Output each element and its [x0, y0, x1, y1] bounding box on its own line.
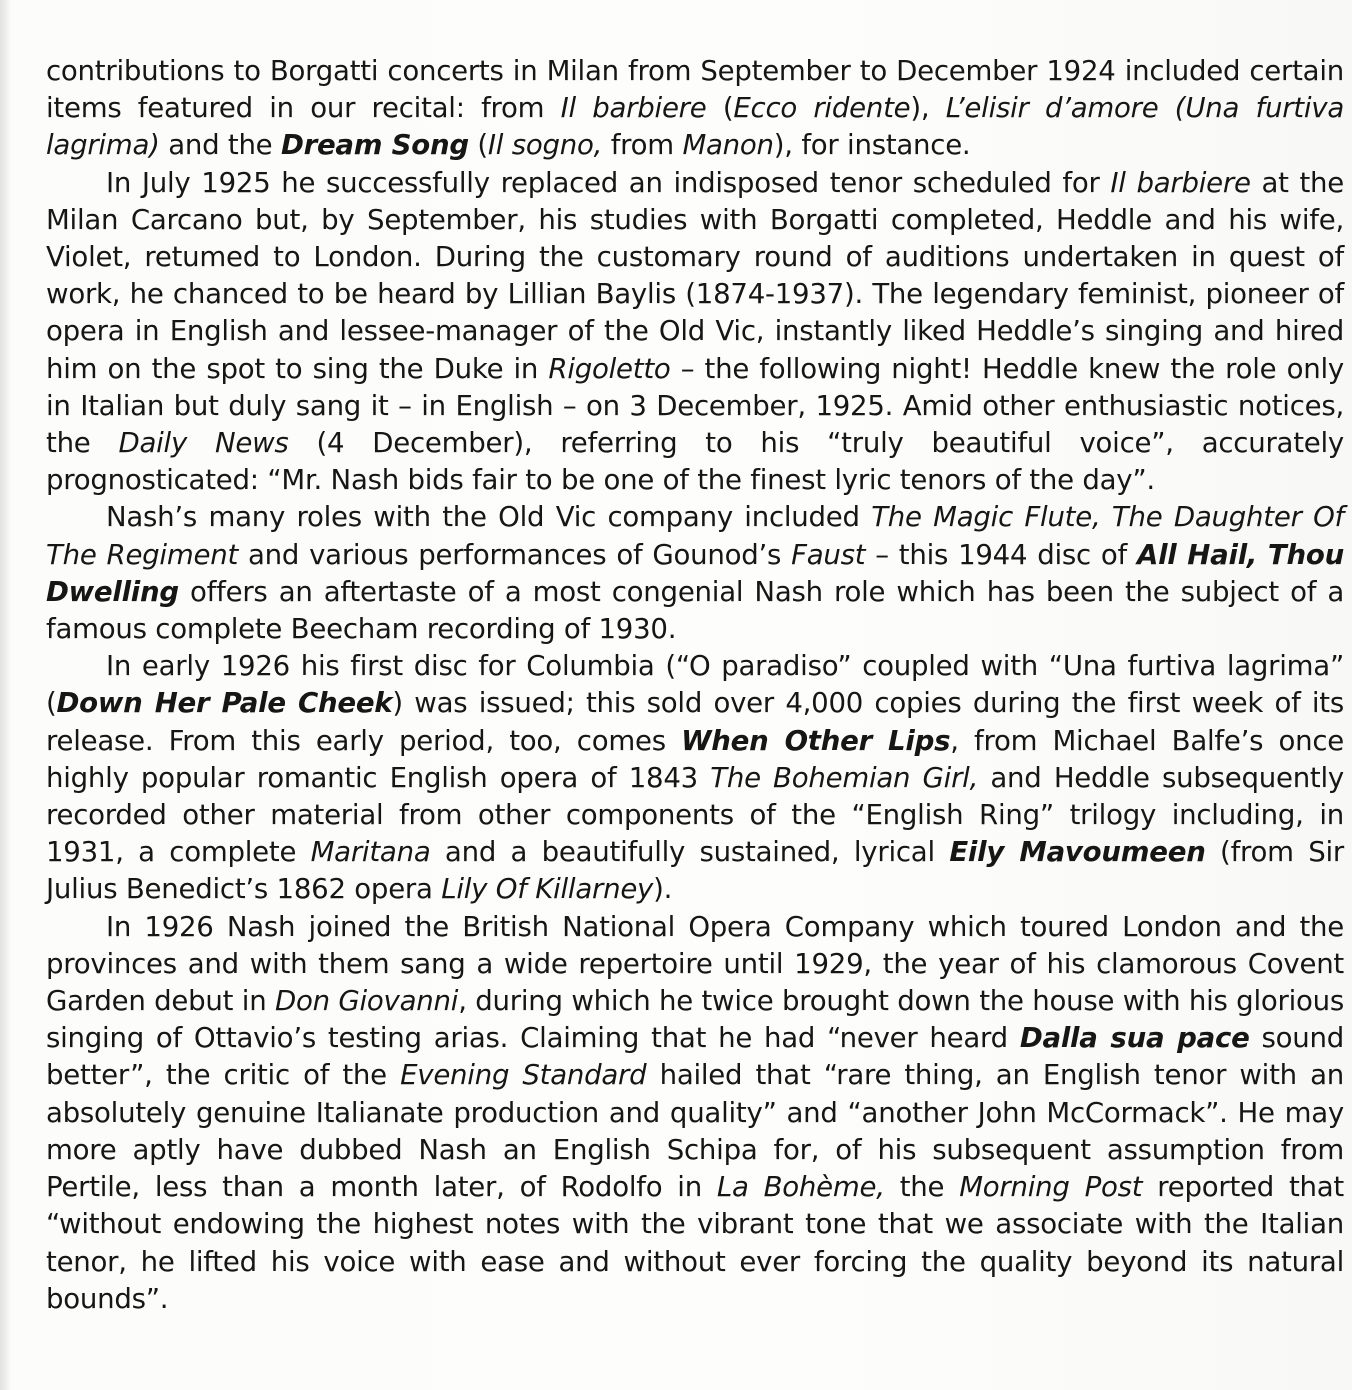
italic-title: Don Giovanni [274, 984, 459, 1018]
italic-title: Faust [791, 537, 866, 571]
italic-title: Ecco ridente [733, 91, 911, 125]
italic-title: Daily News [118, 426, 289, 460]
body-text: In early 1926 his first disc for Columbia (“O paradiso” coupled with “Una furtiva lagrima” ( [46, 649, 1344, 720]
body-text: from [602, 128, 683, 162]
body-text: ( [706, 91, 734, 125]
body-text: contributions to Borgatti concerts in Milan from September to December 1924 included certain items featured in our recital: from [46, 54, 1344, 125]
italic-title: Morning Post [959, 1170, 1143, 1204]
body-text: reported that “without endowing the highest notes with the vibrant tone that we associate with the Italian tenor, he lifted his voice with ease and without ever forcing the quality beyond its natural bounds”. [46, 1170, 1344, 1315]
featured-song-title: When Other Lips [681, 723, 951, 757]
body-text: offers an aftertaste of a most congenial Nash role which has been the subject of a famous complete Beecham recording of 1930. [46, 574, 1344, 646]
article-body [46, 52, 1344, 1317]
italic-title: Lily Of Killarney [441, 872, 654, 906]
italic-title: L’elisir d’amore (Una furtiva lagrima) [46, 91, 1345, 162]
body-text: and a beautifully sustained, lyrical [430, 835, 950, 869]
paragraph-1 [46, 52, 1344, 164]
body-text: ), for instance. [773, 128, 971, 162]
featured-song-title: Dream Song [280, 128, 469, 162]
body-text: ) was issued; this sold over 4,000 copies during the first week of its release. From this early period, too, comes [46, 686, 1344, 757]
italic-title: The Magic Flute, The Daughter Of The Regiment [46, 500, 1344, 571]
page-edge-shadow [0, 0, 10, 1390]
body-text: In July 1925 he successfully replaced an indisposed tenor scheduled for [106, 165, 1111, 199]
featured-song-title: Down Her Pale Cheek [56, 686, 393, 720]
body-text: – the following night! Heddle knew the role only in Italian but duly sang it – in English – on 3 December, 1925. Amid other enthusiastic notices, the [46, 351, 1344, 460]
body-text: (4 December), referring to his “truly beautiful voice”, accurately prognosticated: “Mr. Nash bids fair to be one of the finest lyric tenors of the day”. [46, 426, 1345, 497]
italic-title: Il barbiere [1110, 165, 1251, 199]
featured-song-title: Dalla sua pace [1019, 1021, 1250, 1055]
body-text: and the [159, 128, 281, 162]
italic-title: Il sogno, [487, 128, 603, 162]
body-text: the [884, 1170, 960, 1204]
italic-title: Il barbiere [560, 91, 707, 125]
body-text: , from Michael Balfe’s once highly popular romantic English opera of 1843 [46, 723, 1344, 794]
body-text: sound better”, the critic of the [46, 1021, 1344, 1092]
italic-title: Manon [682, 128, 774, 162]
body-text: – this 1944 disc of [865, 537, 1137, 571]
italic-title: Evening Standard [400, 1058, 647, 1092]
body-text: ( [468, 128, 488, 162]
italic-title: Maritana [310, 835, 431, 869]
body-text: Nash’s many roles with the Old Vic company included [106, 500, 872, 534]
featured-song-title: Eily Mavoumeen [949, 835, 1206, 869]
body-text: hailed that “rare thing, an English tenor with an absolutely genuine Italianate production and quality” and “another John McCormack”. He may more aptly have dubbed Nash an English Schipa for, of his subsequent assumption from Pertile, less than a month later, of Rodolfo in [46, 1058, 1344, 1204]
body-text: and Heddle subsequently recorded other material from other components of the “English Ring” trilogy including, in 1931, a complete [46, 760, 1344, 869]
body-text: , during which he twice brought down the house with his glorious singing of Ottavio’s testing arias. Claiming that he had “never heard [46, 984, 1344, 1055]
italic-title: The Bohemian Girl, [710, 760, 979, 794]
body-text: ), [910, 91, 946, 125]
body-text: at the Milan Carcano but, by September, his studies with Borgatti completed, Heddle and his wife, Violet, retumed to London. During the customary round of auditions undertaken in quest of work, he chanced to be heard by Lillian Baylis (1874-1937). The legendary feminist, pioneer of opera in English and lessee-manager of the Old Vic, instantly liked Heddle’s singing and hired him on the spot to sing the Duke in [46, 165, 1345, 385]
paragraph-2 [46, 164, 1344, 499]
featured-song-title: All Hail, Thou Dwelling [46, 537, 1344, 608]
paragraph-5 [46, 908, 1344, 1317]
body-text: (from Sir Julius Benedict’s 1862 opera [46, 835, 1344, 906]
body-text: In 1926 Nash joined the British National Opera Company which toured London and the provinces and with them sang a wide repertoire until 1929, the year of his clamorous Covent Garden debut in [46, 909, 1344, 1018]
paragraph-3 [46, 498, 1344, 647]
paragraph-4 [46, 647, 1344, 907]
italic-title: La Bohème, [716, 1170, 885, 1204]
italic-title: Rigoletto [548, 351, 671, 385]
body-text: ). [653, 872, 673, 906]
body-text: and various performances of Gounod’s [238, 537, 792, 571]
